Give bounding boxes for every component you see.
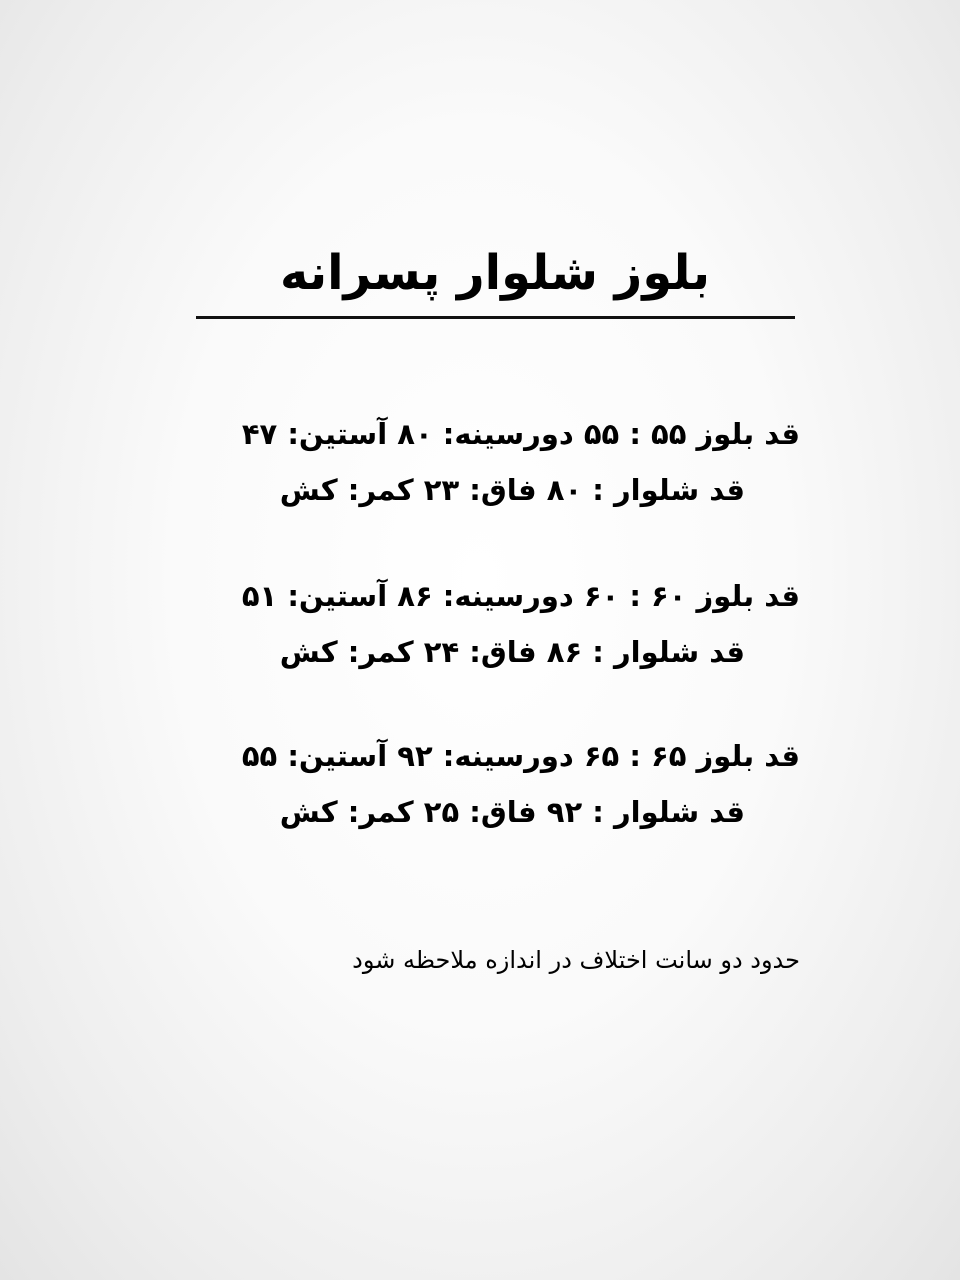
blouse-measurements: قد بلوز ۶۰ : ۶۰ دورسینه: ۸۶ آستین: ۵۱ (241, 579, 800, 613)
size-tolerance-note: حدود دو سانت اختلاف در اندازه ملاحظه شود (352, 946, 800, 974)
blouse-measurements: قد بلوز ۶۵ : ۶۵ دورسینه: ۹۲ آستین: ۵۵ (241, 739, 800, 773)
pants-measurements: قد شلوار : ۹۲ فاق: ۲۵ کمر: کش (279, 795, 745, 829)
pants-measurements: قد شلوار : ۸۶ فاق: ۲۴ کمر: کش (279, 635, 745, 669)
page-title: بلوز شلوار پسرانه (279, 245, 711, 301)
pants-measurements: قد شلوار : ۸۰ فاق: ۲۳ کمر: کش (279, 473, 745, 507)
title-underline (196, 316, 795, 319)
blouse-measurements: قد بلوز ۵۵ : ۵۵ دورسینه: ۸۰ آستین: ۴۷ (241, 417, 800, 451)
